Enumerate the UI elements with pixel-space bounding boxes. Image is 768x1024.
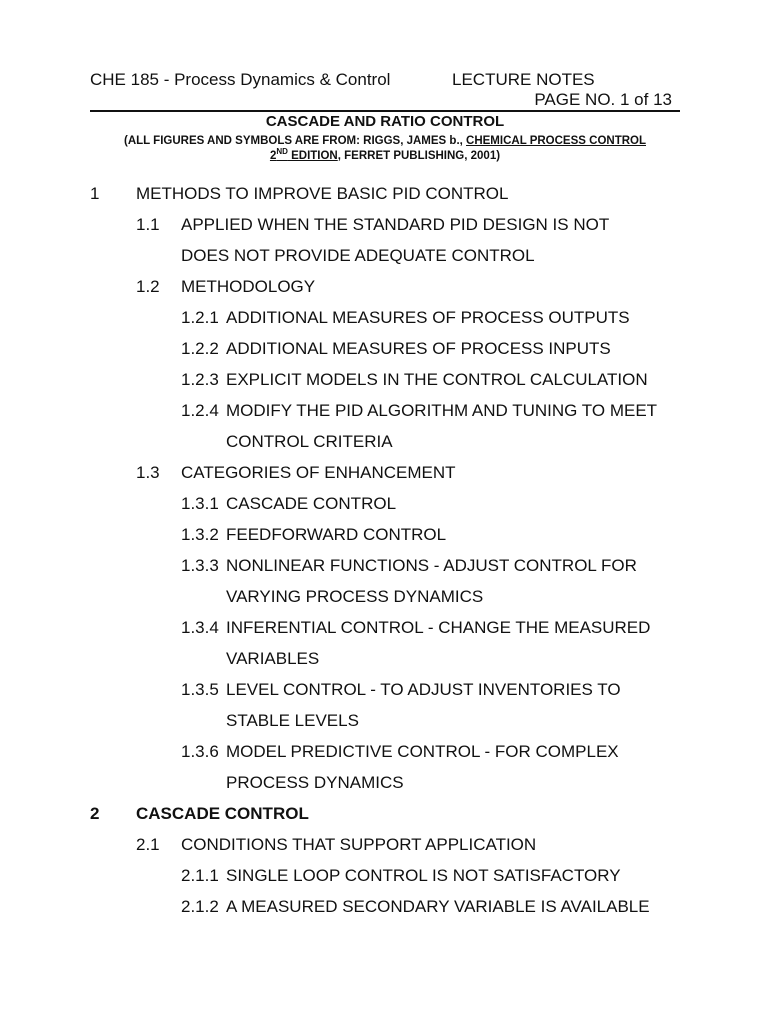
outline-text: CATEGORIES OF ENHANCEMENT [181,463,456,482]
outline-text: NONLINEAR FUNCTIONS - ADJUST CONTROL FOR [226,556,637,575]
outline-item [0,615,768,646]
outline-item [0,367,768,398]
outline-item [0,274,768,305]
outline-text: CASCADE CONTROL [226,494,397,513]
outline-item-continuation [0,646,768,677]
source-book-title: CHEMICAL PROCESS CONTROL [466,135,646,147]
outline-item [0,553,768,584]
outline-item [0,522,768,553]
outline-section-heading [0,801,768,832]
outline-number: 1.2 [136,277,160,296]
outline-number: 1.2.2 [181,339,219,358]
outline-item [0,863,768,894]
outline-item [0,894,768,925]
outline-text: INFERENTIAL CONTROL - CHANGE THE MEASURED [226,618,651,637]
outline-text: MODIFY THE PID ALGORITHM AND TUNING TO MEET [226,401,658,420]
outline-number: 1.3.1 [181,494,219,513]
source-prefix: (ALL FIGURES AND SYMBOLS ARE FROM: RIGGS, JAMES b., [124,135,467,147]
outline-item [0,739,768,770]
source-edition-number: 2 [269,150,277,162]
outline-text: ADDITIONAL MEASURES OF PROCESS INPUTS [226,339,611,358]
outline-text: A MEASURED SECONDARY VARIABLE IS AVAILABLE [226,897,650,916]
outline-item [0,677,768,708]
outline-item [0,460,768,491]
outline-item-continuation [0,243,768,274]
source-suffix: , FERRET PUBLISHING, 2001) [337,150,501,162]
outline-text: CONTROL CRITERIA [226,432,393,451]
source-edition-ordinal: ND [276,147,288,157]
outline-text: STABLE LEVELS [226,711,359,730]
outline-item [0,398,768,429]
outline-text: SINGLE LOOP CONTROL IS NOT SATISFACTORY [226,866,621,885]
header-divider [90,110,680,112]
outline-number: 1.2.1 [181,308,219,327]
outline-item [0,491,768,522]
outline-item-continuation [0,429,768,460]
outline-number: 1.3.2 [181,525,219,544]
page-number: PAGE NO. 1 of 13 [534,90,672,109]
outline-text: METHODOLOGY [181,277,316,296]
outline-item [0,832,768,863]
outline-number: 1.3.4 [181,618,219,637]
outline-number: 1.2.3 [181,370,219,389]
outline-text: CONDITIONS THAT SUPPORT APPLICATION [181,835,537,854]
outline-item [0,181,768,212]
source-line-1 [90,134,680,149]
outline-number: 1.3.5 [181,680,219,699]
source-edition-word: EDITION [287,150,338,162]
outline-text: FEEDFORWARD CONTROL [226,525,447,544]
outline-item-continuation [0,770,768,801]
outline-text: VARYING PROCESS DYNAMICS [226,587,484,606]
outline-list [0,181,768,925]
outline-text: ADDITIONAL MEASURES OF PROCESS OUTPUTS [226,308,630,327]
lecture-notes-label: LECTURE NOTES [452,70,595,89]
outline-item-continuation [0,708,768,739]
outline-item [0,336,768,367]
outline-number: 2.1.1 [181,866,219,885]
outline-number: 1.3.6 [181,742,219,761]
outline-text: LEVEL CONTROL - TO ADJUST INVENTORIES TO [226,680,621,699]
outline-number: 1.1 [136,215,160,234]
outline-text: EXPLICIT MODELS IN THE CONTROL CALCULATION [226,370,648,389]
outline-number: 1.2.4 [181,401,219,420]
outline-text: MODEL PREDICTIVE CONTROL - FOR COMPLEX [226,742,619,761]
document-title: CASCADE AND RATIO CONTROL [265,113,505,130]
outline-text: DOES NOT PROVIDE ADEQUATE CONTROL [181,246,535,265]
outline-text: CASCADE CONTROL [136,804,309,823]
outline-number: 2.1.2 [181,897,219,916]
source-line-2 [90,149,680,164]
course-title: CHE 185 - Process Dynamics & Control [90,70,391,89]
outline-number: 1 [90,184,100,203]
outline-text: VARIABLES [226,649,320,668]
source-edition [269,147,338,162]
outline-number: 1.3 [136,463,160,482]
outline-item [0,305,768,336]
outline-text: PROCESS DYNAMICS [226,773,404,792]
outline-number: 2 [90,804,100,823]
outline-number: 2.1 [136,835,160,854]
outline-number: 1.3.3 [181,556,219,575]
outline-text: METHODS TO IMPROVE BASIC PID CONTROL [136,184,509,203]
outline-item-continuation [0,584,768,615]
outline-item [0,212,768,243]
source-citation [90,134,680,164]
outline-text: APPLIED WHEN THE STANDARD PID DESIGN IS NOT [181,215,610,234]
